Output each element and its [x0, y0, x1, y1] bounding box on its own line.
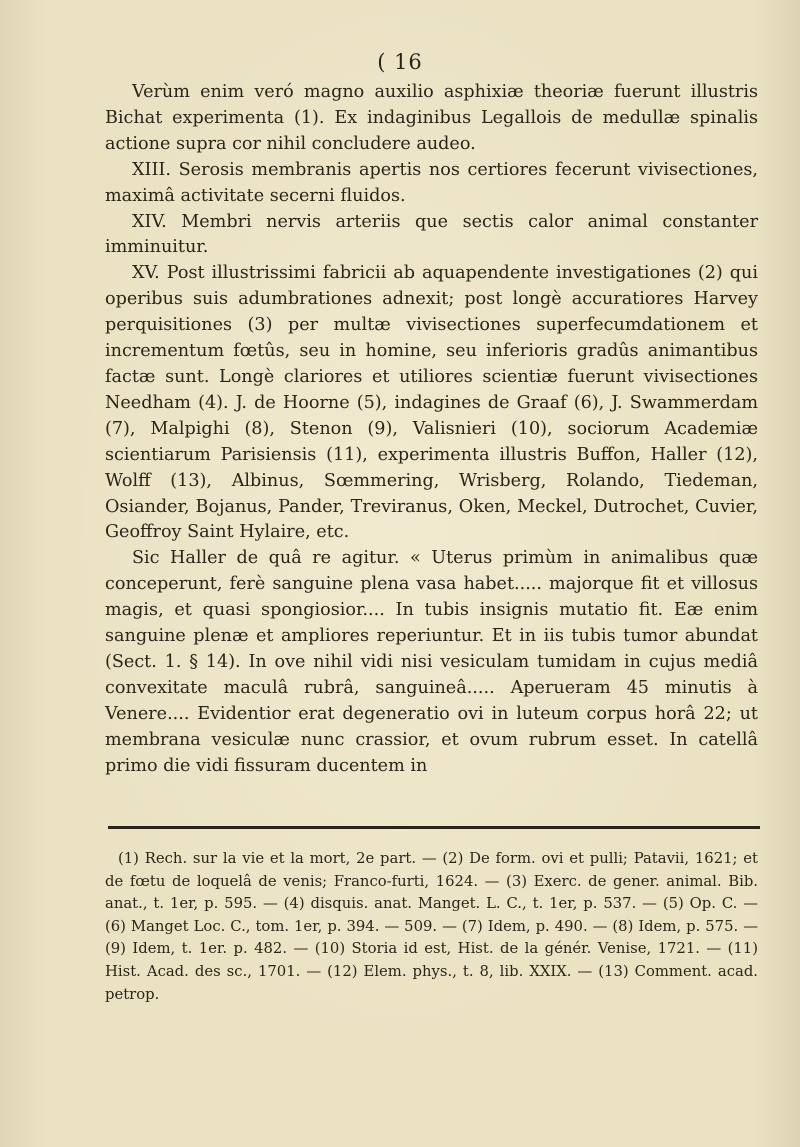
body-text [105, 80, 758, 779]
paragraph-haller-quote: Sic Haller de quâ re agitur. « Uterus primùm in animalibus quæ conceperunt, ferè sanguine plena vasa habet..... majorque fit et villosus magis, et quasi spongiosior.... In tubis insignis mutatio fit. Eæ enim sanguine plenæ et ampliores reperiuntur. Et in iis tubis tumor abundat (Sect. 1. § 14). In ove nihil vidi nisi vesiculam tumidam in cujus mediâ convexitate maculâ rubrâ, sanguineâ..... Aperueram 45 minutis à Venere.... Evidentior erat degeneratio ovi in luteum corpus horâ 22; ut membrana vesiculæ nunc crassior, et ovum rubrum esset. In catellâ primo die vidi fissuram ducentem in [105, 548, 758, 776]
footnote-text: (1) Rech. sur la vie et la mort, 2e part. — (2) De form. ovi et pulli; Patavii, 1621; et de fœtu de loquelâ de venis; Franco-furti, 1624. — (3) Exerc. de gener. animal. Bib. anat., t. 1er, p. 595. — (4) disquis. anat. Manget. L. C., t. 1er, p. 537. — (5) Op. C. — (6) Manget Loc. C., tom. 1er, p. 394. — 509. — (7) Idem, p. 490. — (8) Idem, p. 575. — (9) Idem, t. 1er. p. 482. — (10) Storia id est, Hist. de la génér. Venise, 1721. — (11) Hist. Acad. des sc., 1701. — (12) Elem. phys., t. 8, lib. XXIX. — (13) Comment. acad. petrop. [105, 850, 758, 1003]
paragraph-bichat: Verùm enim veró magno auxilio asphixiæ theoriæ fuerunt illustris Bichat experimenta (1). Ex indaginibus Legallois de medullæ spinalis actione supra cor nihil concludere audeo. [105, 82, 758, 154]
footnotes [105, 848, 758, 1006]
footnote-divider [108, 826, 760, 829]
paragraph-xiv: XIV. Membri nervis arteriis que sectis calor animal constanter imminuitur. [105, 211, 758, 258]
page-number: ( 16 [377, 50, 423, 74]
paragraph-xiii: XIII. Serosis membranis apertis nos certiores fecerunt vivisectiones, maximâ activitate secerni fluidos. [105, 159, 758, 206]
paragraph-xv: XV. Post illustrissimi fabricii ab aquapendente investigationes (2) qui operibus suis adumbrationes adnexit; post longè accuratiores Harvey perquisitiones (3) per multæ vivisectiones superfecumdationem et incrementum fœtûs, seu in homine, seu inferioris gradûs animantibus factæ sunt. Longè clariores et utiliores scientiæ fuerunt vivisectiones Needham (4). J. de Hoorne (5), indagines de Graaf (6), J. Swammerdam (7), Malpighi (8), Stenon (9), Valisnieri (10), sociorum Academiæ scientiarum Parisiensis (11), experimenta illustris Buffon, Haller (12), Wolff (13), Albinus, Sœmmering, Wrisberg, Rolando, Tiedeman, Osiander, Bojanus, Pander, Treviranus, Oken, Meckel, Dutrochet, Cuvier, Geoffroy Saint Hylaire, etc. [105, 263, 758, 543]
